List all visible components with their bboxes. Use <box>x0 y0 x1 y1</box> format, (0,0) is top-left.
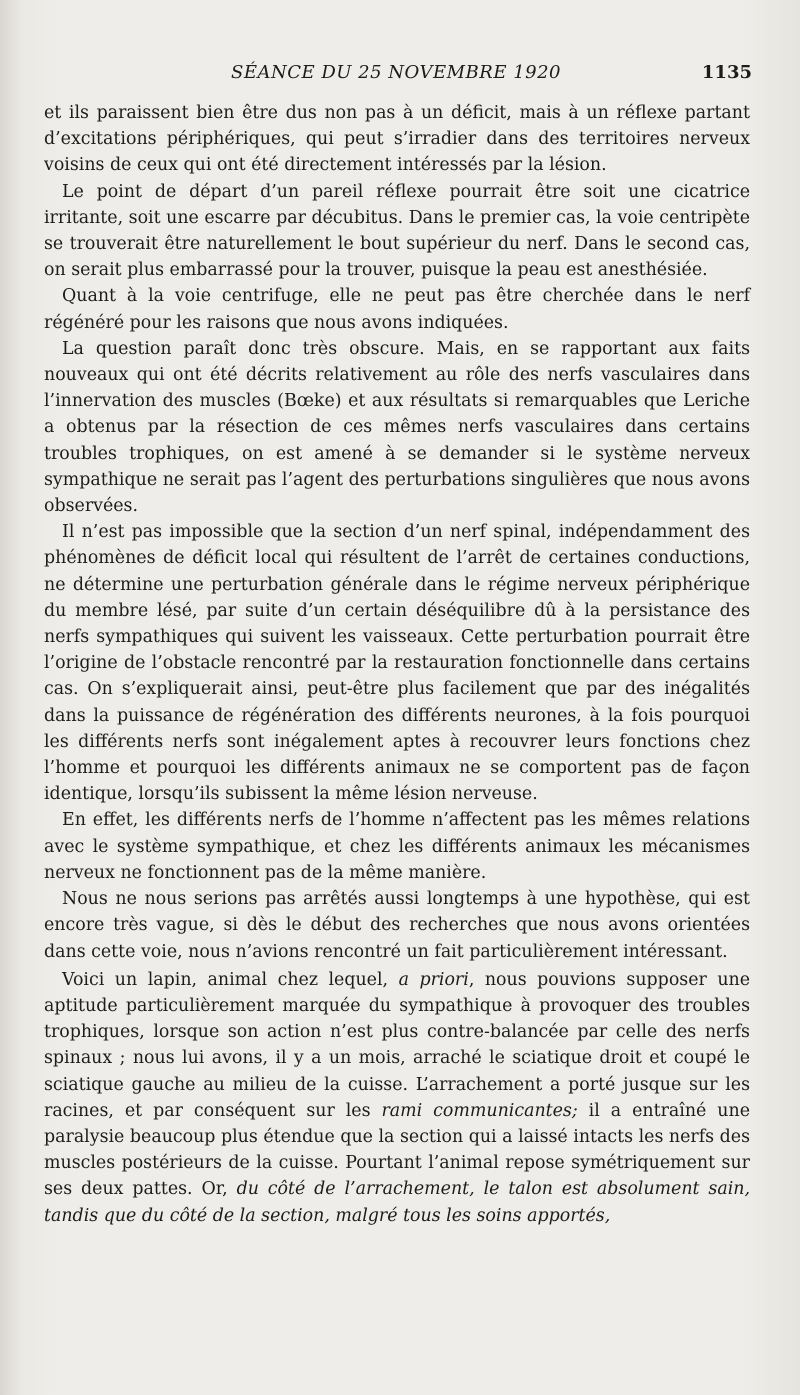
text-segment: Le point de départ d’un pareil réflexe pourrait être soit une cicatrice irritante, soit une escarre par décubitus. Dans le premier cas, la voie centripète se trouverait être naturellement le bout supérieur du nerf. Dans le second cas, on serait plus embarrassé pour la trouver, puisque la peau est anesthésiée. <box>44 181 750 281</box>
paragraph <box>44 886 750 965</box>
text-segment: , nous pouvions supposer une aptitude particulièrement marquée du sympathique à provoquer des troubles trophiques, lorsque son action n’est plus contre-balancée par celle des nerfs spinaux ; nous lui avons, il y a un mois, arraché le sciatique droit et coupé le sciatique gauche au milieu de la cuisse. L’arrachement a porté jusque sur les racines, et par conséquent sur les <box>44 969 751 1121</box>
text-segment: La question paraît donc très obscure. Mais, en se rapportant aux faits nouveaux qui ont été décrits relativement au rôle des nerfs vasculaires dans l’innervation des muscles (Bœke) et aux résultats si remarquables que Leriche a obtenus par la résection de ces mêmes nerfs vasculaires dans certains troubles trophiques, on est amené à se demander si le système nerveux sympathique ne serait pas l’agent des perturbations singulières que nous avons observées. <box>44 338 750 517</box>
text-segment: Nous ne nous serions pas arrêtés aussi longtemps à une hypothèse, qui est encore très vague, si dès le début des recherches que nous avons orientées dans cette voie, nous n’avions rencontré un fait particulièrement intéressant. <box>44 889 750 962</box>
text-segment: il a entraîné une paralysie beaucoup plus étendue que la section qui a laissé intacts les nerfs des muscles postérieurs de la cuisse. Pourtant l’animal repose symétriquement sur ses deux pattes. Or, <box>44 1100 750 1200</box>
text-segment: Quant à la voie centrifuge, elle ne peut pas être cherchée dans le nerf régénéré pour les raisons que nous avons indiquées. <box>44 286 750 333</box>
paragraph <box>44 283 750 335</box>
italic-text: a priori <box>398 969 469 990</box>
text-segment: Voici un lapin, animal chez lequel, <box>62 969 399 990</box>
italic-text: rami communicantes; <box>381 1100 578 1121</box>
paragraph <box>44 967 750 1229</box>
paragraph <box>44 336 750 519</box>
text-segment: et ils paraissent bien être dus non pas à un déficit, mais à un réflexe partant d’excitations périphériques, qui peut s’irradier dans des territoires nerveux voisins de ceux qui ont été directement intéressés par la lésion. <box>44 103 750 176</box>
page-number: 1135 <box>701 62 752 83</box>
paragraph <box>44 100 750 179</box>
text-segment: Il n’est pas impossible que la section d’un nerf spinal, indépendamment des phénomènes de déficit local qui résultent de l’arrêt de certaines conductions, ne détermine une perturbation générale dans le régime nerveux périphérique du membre lésé, par suite d’un certain déséquilibre dû à la persistance des nerfs sympathiques qui suivent les vaisseaux. Cette perturbation pourrait être l’origine de l’obstacle rencontré par la restauration fonctionnelle dans certains cas. On s’expliquerait ainsi, peut-être plus facilement que par des inégalités dans la puissance de régénération des différents neurones, à la fois pourquoi les différents nerfs sont inégalement aptes à recouvrer leurs fonctions chez l’homme et pourquoi les différents animaux ne se comportent pas de façon identique, lorsqu’ils subissent la même lésion nerveuse. <box>44 522 750 805</box>
page-header <box>40 58 752 88</box>
paragraph <box>44 519 750 807</box>
italic-text: du côté de l’arrachement, le talon est absolument sain, tandis que du côté de la section, malgré tous les soins apportés, <box>44 1179 751 1226</box>
body-text <box>44 100 750 1229</box>
running-head: SÉANCE DU 25 NOVEMBRE 1920 <box>230 62 561 83</box>
paragraph <box>44 179 750 284</box>
paragraph <box>44 807 750 886</box>
text-segment: En effet, les différents nerfs de l’homme n’affectent pas les mêmes relations avec le système sympathique, et chez les différents animaux les mécanismes nerveux ne fonctionnent pas de la même manière. <box>44 810 750 883</box>
